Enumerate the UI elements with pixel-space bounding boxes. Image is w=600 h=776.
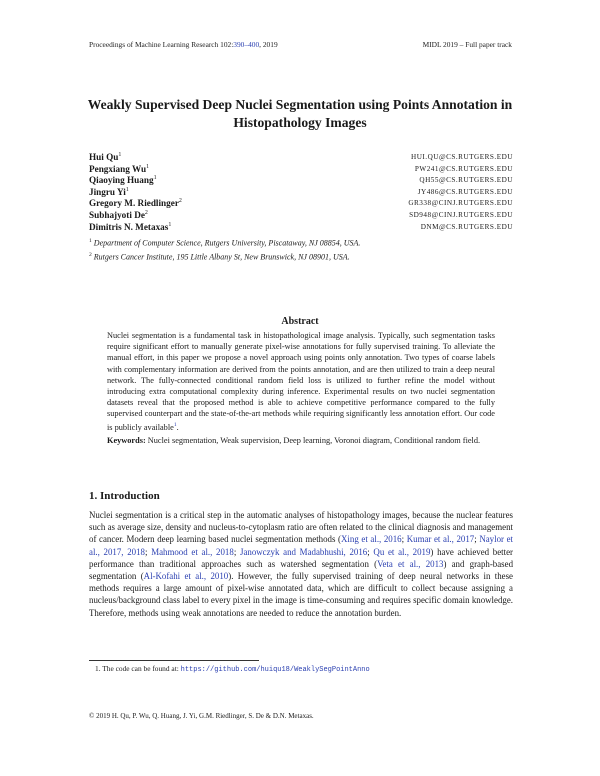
citation-link[interactable]: Qu et al., 2019: [373, 546, 431, 557]
keywords: Keywords: Nuclei segmentation, Weak supervision, Deep learning, Voronoi diagram, Conditional random field.: [107, 435, 481, 445]
author-row: [89, 164, 513, 176]
citation-link[interactable]: Mahmood et al., 2018: [151, 546, 234, 557]
affiliation-1: $^1$ Department of Computer Science, Rutgers University, Piscataway, NJ 08854, USA.: [89, 238, 361, 248]
citation-link[interactable]: Janowczyk and Madabhushi, 2016: [240, 546, 368, 557]
citation-link[interactable]: Veta et al., 2013: [377, 558, 444, 569]
author-row: [89, 210, 513, 222]
author-email: QH55@CS.RUTGERS.EDU: [419, 176, 513, 185]
author-name: Jingru Yi$^1$: [89, 186, 129, 197]
introduction-paragraph: Nuclei segmentation is a critical step in the automatic analyses of histopathology images, because the nuclear features such as average size, density and nucleus-to-cytoplasm ratio are often related to the clinical diagnosis and management of cancer. Modern deep learning based nuclei segmentation methods (Xing et al., 2016; Kumar et al., 2017; Naylor et al., 2017, 2018; Mahmood et al., 2018; Janowczyk and Madabhushi, 2016; Qu et al., 2019) have achieved better performance than traditional approaches such as watershed segmentation (Veta et al., 2013) and graph-based segmentation (Al-Kofahi et al., 2010). However, the fully supervised training of deep neural networks in these methods requires a large amount of pixel-wise annotated data, which are difficult to collect because assigning a nucleus/background class label to every pixel in the image is time-consuming and requires specific domain knowledge. Therefore, methods using weak annotations are needed to reduce the annotation burden.: [89, 510, 514, 618]
author-name: Pengxiang Wu$^1$: [89, 163, 150, 174]
abstract-heading: Abstract: [281, 316, 319, 327]
author-email: HUI.QU@CS.RUTGERS.EDU: [411, 153, 513, 161]
abstract-body: [107, 330, 495, 446]
section-heading-introduction: 1. Introduction: [89, 490, 160, 502]
author-name: Qiaoying Huang$^1$: [89, 175, 157, 186]
citation-link[interactable]: Naylor et al., 2017, 2018: [89, 534, 513, 557]
author-name: Hui Qu$^1$: [89, 152, 122, 163]
author-email: GR338@CINJ.RUTGERS.EDU: [408, 199, 513, 208]
citation-link[interactable]: Al-Kofahi et al., 2010: [143, 571, 229, 582]
citation-link[interactable]: Xing et al., 2016: [341, 534, 402, 545]
footnote-divider: [89, 660, 259, 661]
author-row: [89, 152, 513, 164]
author-name: Subhajyoti De$^2$: [89, 209, 148, 221]
paper-title: Weakly Supervised Deep Nuclei Segmentation using Points Annotation in Histopathology Images: [87, 97, 513, 130]
author-name: Dimitris N. Metaxas$^1$: [89, 221, 172, 232]
footnote-marker[interactable]: 1: [173, 421, 177, 428]
author-row: [89, 187, 513, 199]
abstract-text: Nuclei segmentation is a fundamental task in histopathological image analysis. Typically, such segmentation tasks require significant effort to manually generate pixel-wise annotations for fully supervised training. To alleviate the manual effort, in this paper we propose a novel approach using points only annotation. Two types of coarse labels with complementary information are derived from the points annotation, and are then utilized to train a deep neural network. The fully-connected conditional random field loss is utilized to further refine the model without introducing extra computational complexity during inference. Experimental results on two nuclei segmentation datasets reveal that the proposed method is able to achieve competitive performance compared to the fully supervised counterpart and the state-of-the-art methods while requiring significantly less annotation effort. Our code is publicly available$^1$.: [107, 331, 495, 432]
author-email: SD948@CINJ.RUTGERS.EDU: [409, 210, 513, 219]
citation-link[interactable]: Kumar et al., 2017: [406, 534, 475, 545]
code-url-link[interactable]: https://github.com/huiqu18/WeaklySegPointAnno: [180, 666, 370, 674]
author-row: [89, 222, 513, 234]
author-email: DNM@CS.RUTGERS.EDU: [420, 222, 513, 231]
running-header-right: MIDL 2019 – Full paper track: [422, 40, 512, 49]
author-email: JY486@CS.RUTGERS.EDU: [417, 187, 513, 196]
author-list: [89, 152, 513, 233]
author-name: Gregory M. Riedlinger$^2$: [89, 198, 182, 209]
author-row: [89, 175, 513, 187]
affiliation-2: $^2$ Rutgers Cancer Institute, 195 Little Albany St, New Brunswick, NJ 08901, USA.: [89, 252, 350, 262]
running-header-left: Proceedings of Machine Learning Research 102:390–400, 2019: [89, 40, 278, 49]
footnote: 1. The code can be found at: https://github.com/huiqu18/WeaklySegPointAnno: [95, 664, 370, 674]
introduction-body: [89, 509, 513, 619]
pages-link[interactable]: 390–400: [233, 40, 260, 49]
copyright-notice: © 2019 H. Qu, P. Wu, Q. Huang, J. Yi, G.M. Riedlinger, S. De & D.N. Metaxas.: [89, 712, 314, 720]
author-email: PW241@CS.RUTGERS.EDU: [414, 164, 513, 173]
author-row: [89, 198, 513, 210]
